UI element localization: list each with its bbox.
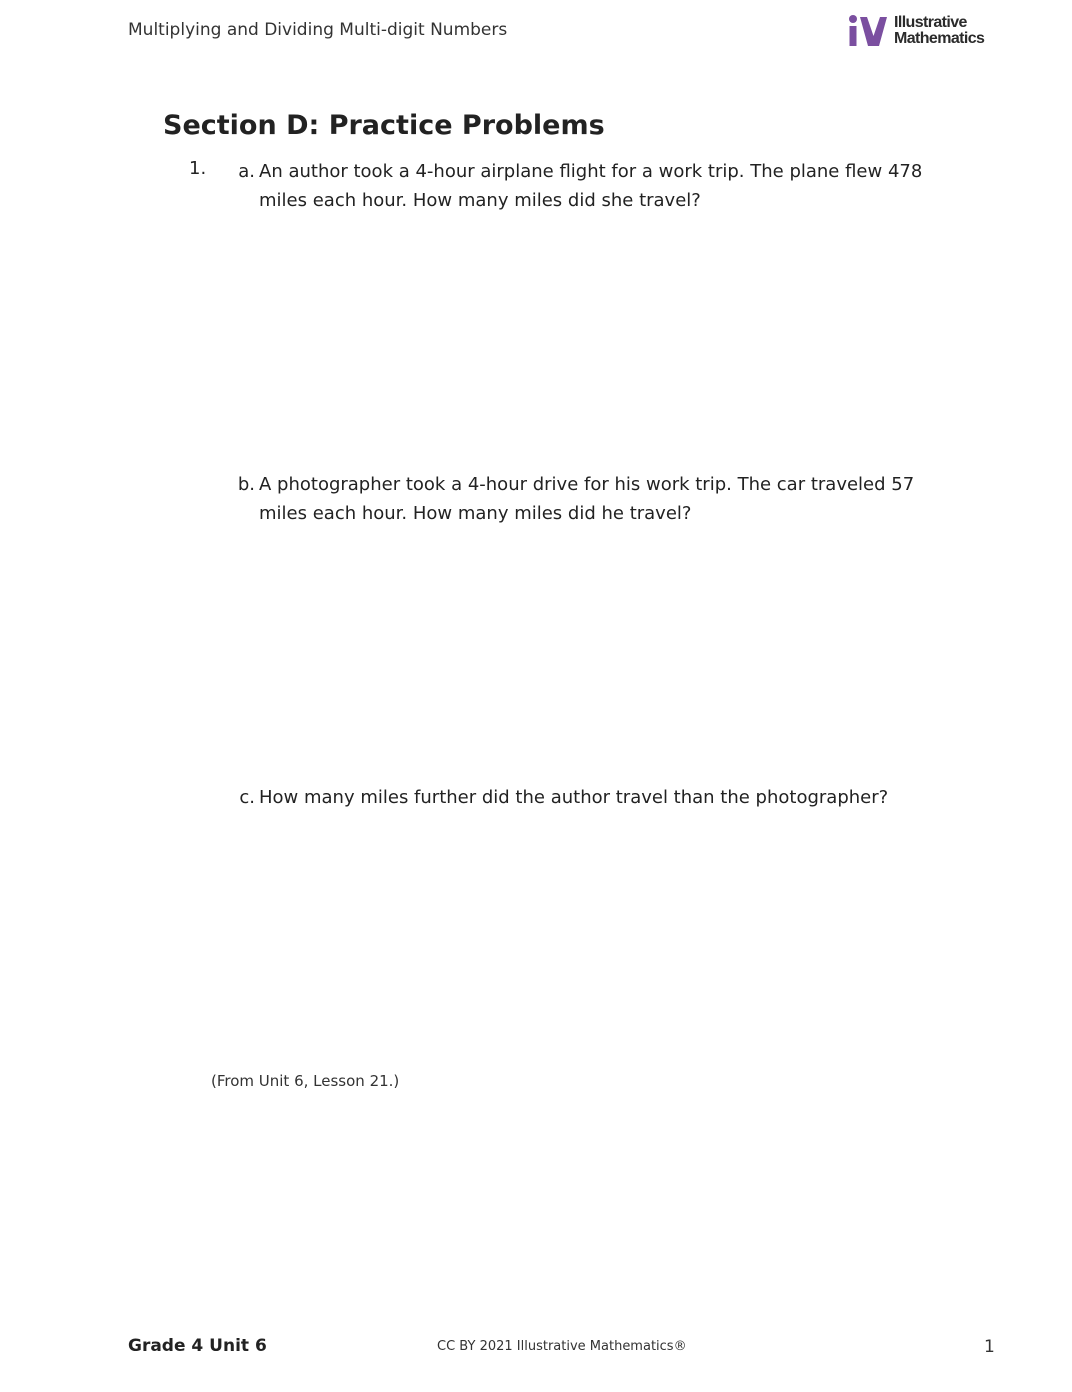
part-letter: c. (239, 787, 255, 808)
problem-number: 1. (189, 158, 207, 179)
source-note: (From Unit 6, Lesson 21.) (211, 1072, 400, 1090)
part-text: A photographer took a 4-hour drive for his work trip. The car traveled 57 miles each hour. How many miles did he travel? (259, 474, 915, 524)
part-text: How many miles further did the author travel than the photographer? (259, 787, 889, 808)
section-title: Section D: Practice Problems (163, 110, 605, 141)
im-logo-icon (848, 14, 888, 48)
footer-copyright: CC BY 2021 Illustrative Mathematics® (437, 1339, 687, 1354)
logo-line-2: Mathematics (894, 30, 985, 47)
part-letter: b. (237, 474, 255, 495)
illustrative-mathematics-logo (848, 14, 984, 48)
footer-page-number: 1 (984, 1337, 995, 1357)
logo-wordmark (894, 15, 984, 47)
part-text: An author took a 4-hour airplane flight for a work trip. The plane flew 478 miles each hour. How many miles did she travel? (259, 161, 923, 211)
footer-grade-unit: Grade 4 Unit 6 (128, 1336, 267, 1356)
page-header-title: Multiplying and Dividing Multi-digit Numbers (128, 20, 508, 40)
logo-line-1: Illustrative (894, 14, 967, 31)
part-letter: a. (238, 161, 255, 182)
